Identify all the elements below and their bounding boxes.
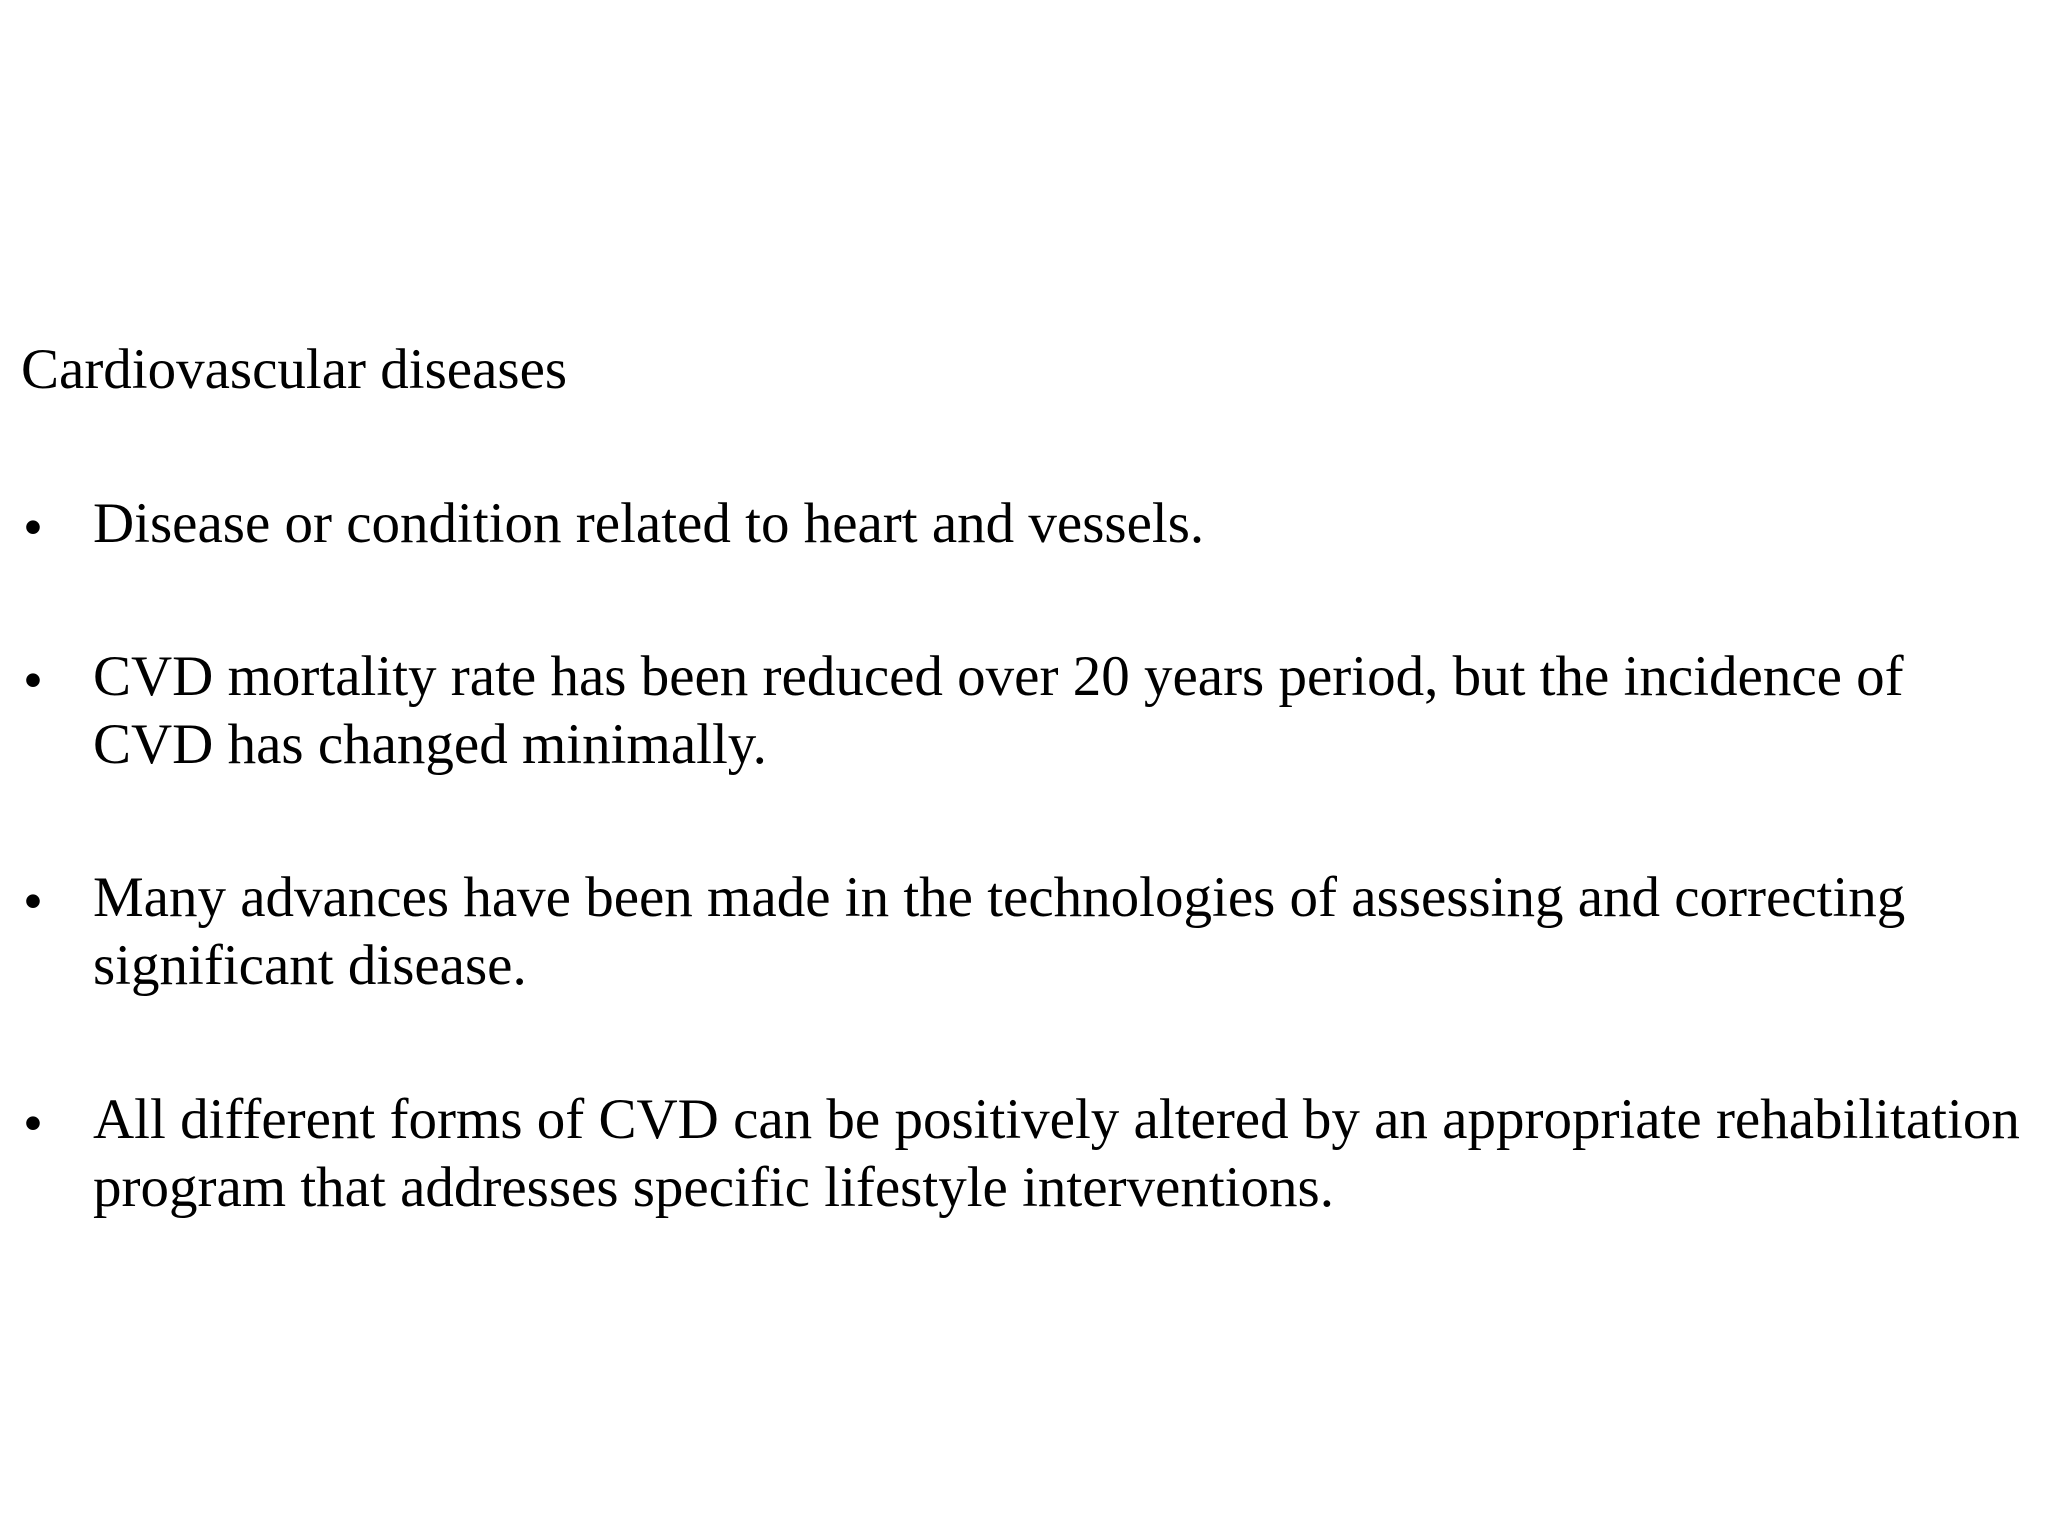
bullet-marker: • [23, 870, 43, 933]
bullet-text: Disease or condition related to heart and vessels. [93, 492, 1205, 555]
bullet-marker: • [23, 496, 43, 559]
slide-heading: Cardiovascular diseases [21, 338, 568, 401]
bullet-marker: • [23, 649, 43, 712]
bullet-marker: • [23, 1092, 43, 1155]
bullet-text: Many advances have been made in the technologies of assessing and correcting significant disease. [93, 866, 1906, 997]
bullet-text: All different forms of CVD can be positively altered by an appropriate rehabilitation program that addresses specific lifestyle interventions. [93, 1088, 2020, 1219]
bullet-text: CVD mortality rate has been reduced over 20 years period, but the incidence of CVD has changed minimally. [93, 645, 1904, 776]
